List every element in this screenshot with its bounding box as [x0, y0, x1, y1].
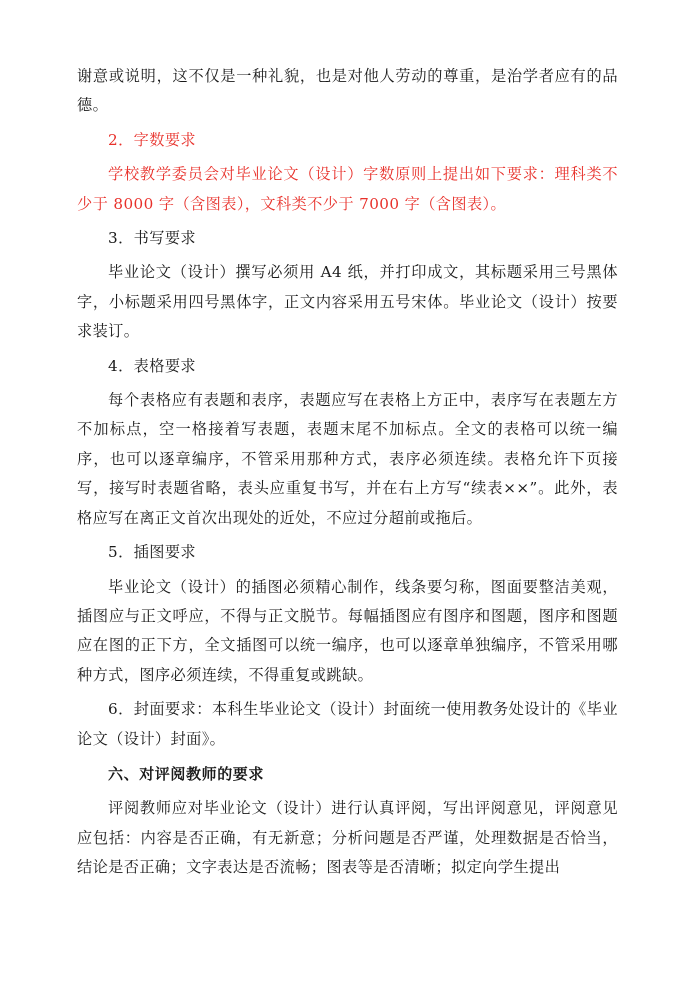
- section-heading-reviewer: 六、对评阅教师的要求: [108, 764, 265, 783]
- paragraph-writing-requirements: 毕业论文（设计）撰写必须用 A4 纸，并打印成文，其标题采用三号黑体字，小标题采用四号黑体字，正文内容采用五号宋体。毕业论文（设计）按要求装订。: [77, 263, 618, 341]
- heading-word-count: 2．字数要求: [108, 130, 197, 149]
- paragraph-word-count: 学校教学委员会对毕业论文（设计）字数原则上提出如下要求：理科类不少于 8000 字（含图表），文科类不少于 7000 字（含图表）。: [77, 165, 618, 213]
- paragraph-figure-requirements: 毕业论文（设计）的插图必须精心制作，线条要匀称，图面要整洁美观，插图应与正文呼应，不得与正文脱节。每幅插图应有图序和图题，图序和图题应在图的正下方，全文插图可以统一编序，也可以逐章单独编序，不管采用哪种方式，图序必须连续，不得重复或跳缺。: [77, 577, 618, 684]
- paragraph-table-requirements: 每个表格应有表题和表序，表题应写在表格上方正中，表序写在表题左方不加标点，空一格接着写表题，表题末尾不加标点。全文的表格可以统一编序，也可以逐章编序，不管采用那种方式，表序必须连续。表格允许下页接写，接写时表题省略，表头应重复书写，并在右上方写“续表××”。此外，表格应写在离正文首次出现处的近处，不应过分超前或拖后。: [77, 391, 618, 527]
- heading-writing-requirements: 3．书写要求: [108, 229, 197, 248]
- paragraph-thanks-continued: 谢意或说明，这不仅是一种礼貌，也是对他人劳动的尊重，是治学者应有的品德。: [77, 67, 618, 115]
- paragraph-reviewer-requirements: 评阅教师应对毕业论文（设计）进行认真评阅，写出评阅意见，评阅意见应包括：内容是否正确，有无新意；分析问题是否严谨，处理数据是否恰当，结论是否正确；文字表达是否流畅；图表等是否清晰；拟定向学生提出: [77, 799, 618, 877]
- heading-figure-requirements: 5．插图要求: [108, 543, 197, 562]
- heading-table-requirements: 4．表格要求: [108, 356, 197, 375]
- paragraph-cover-requirements: 6．封面要求：本科生毕业论文（设计）封面统一使用教务处设计的《毕业论文（设计）封面》。: [77, 700, 618, 748]
- document-page: [77, 62, 618, 883]
